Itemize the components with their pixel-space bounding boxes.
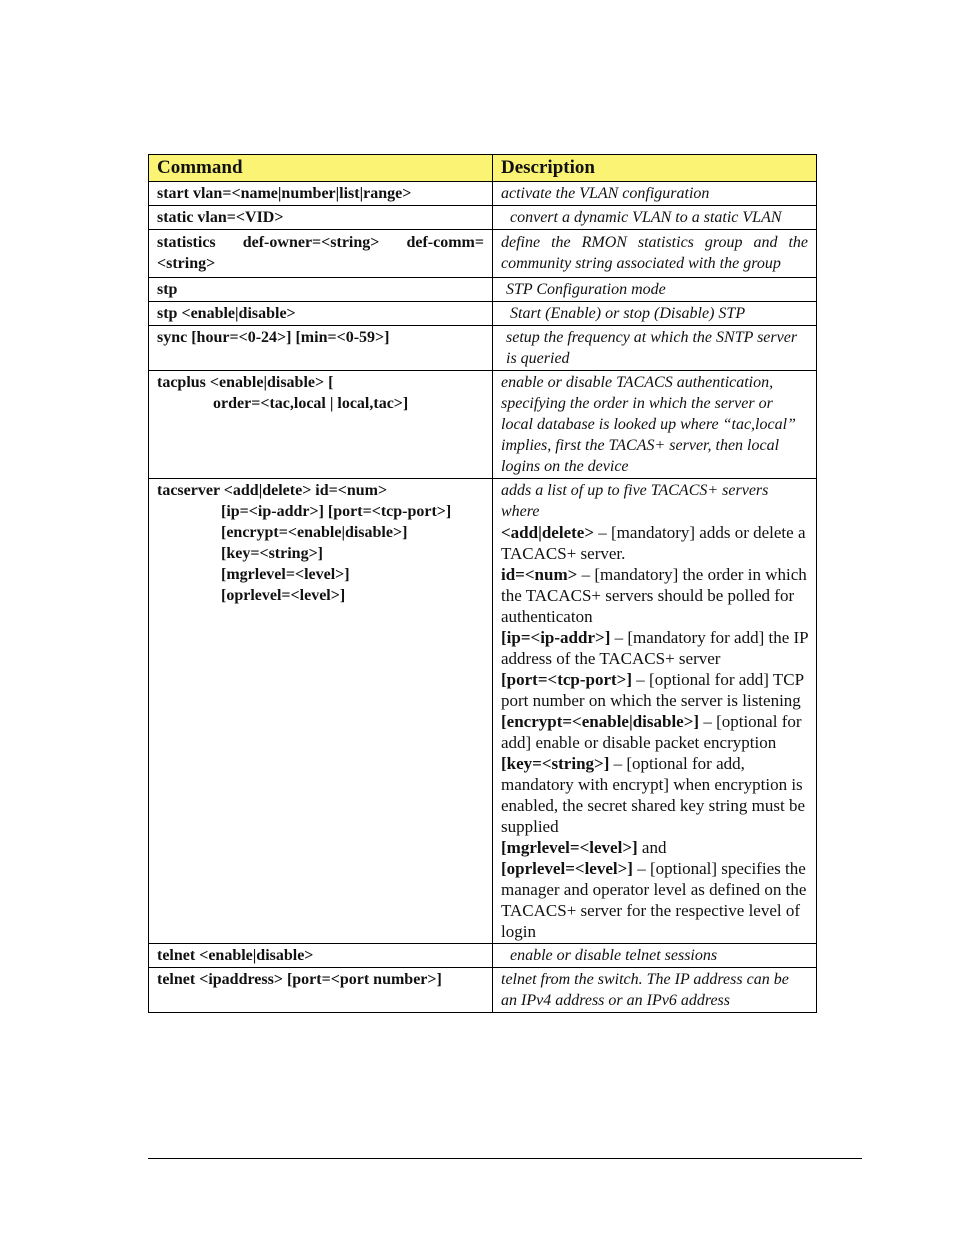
table-row [149, 206, 817, 230]
parameter-term: <add|delete> [501, 523, 595, 542]
description-cell: STP Configuration mode [493, 278, 817, 302]
command-line: [oprlevel=<level>] [221, 587, 346, 604]
command-line: [ip=<ip-addr>] [port=<tcp-port>] [221, 503, 452, 520]
parameter-term: id=<num> [501, 565, 578, 584]
parameter-text: – [optional for add, mandatory with encrypt] when encryption is enabled, the secret shared key string must be supplied [501, 754, 806, 836]
parameter-text: and [637, 838, 667, 857]
table-row [149, 479, 817, 944]
command-cell: statistics def-owner=<string> def-comm=<string> [149, 230, 493, 278]
command-cell: stp <enable|disable> [149, 302, 493, 326]
command-line: [key=<string>] [221, 545, 324, 562]
parameter-item [501, 837, 808, 858]
parameter-term: [key=<string>] [501, 754, 610, 773]
command-line: tacserver <add|delete> id=<num> [157, 482, 388, 499]
table-row [149, 944, 817, 968]
footer-divider [148, 1158, 862, 1159]
parameter-term: [oprlevel=<level>] [501, 859, 633, 878]
command-line: [mgrlevel=<level>] [221, 566, 350, 583]
parameter-term: [port=<tcp-port>] [501, 670, 633, 689]
command-line: tacplus <enable|disable> [ [157, 374, 334, 391]
parameter-text: – [mandatory] the order in which the TACACS+ servers should be polled for authenticaton [501, 565, 807, 626]
command-table [148, 154, 817, 1013]
parameter-item [501, 858, 808, 942]
parameter-text: – [mandatory for add] the IP address of the TACACS+ server [501, 628, 809, 668]
parameter-item [501, 753, 808, 837]
table-row [149, 968, 817, 1013]
parameter-item [501, 564, 808, 627]
description-cell: enable or disable telnet sessions [493, 944, 817, 968]
description-column-header: Description [493, 155, 817, 182]
parameter-item [501, 522, 808, 564]
parameter-item [501, 669, 808, 711]
command-column-header: Command [149, 155, 493, 182]
command-cell: start vlan=<name|number|list|range> [149, 182, 493, 206]
command-cell [149, 479, 493, 944]
table-row [149, 278, 817, 302]
parameter-term: [mgrlevel=<level>] [501, 838, 638, 857]
description-cell: Start (Enable) or stop (Disable) STP [493, 302, 817, 326]
parameter-text: – [mandatory] adds or delete a TACACS+ server. [501, 523, 806, 563]
parameter-text: – [optional for add] enable or disable packet encryption [501, 712, 802, 752]
parameter-item [501, 711, 808, 753]
table-header-row [149, 155, 817, 182]
command-cell: telnet <enable|disable> [149, 944, 493, 968]
description-cell: enable or disable TACACS authentication, specifying the order in which the server or local database is looked up where “tac,local” implies, first the TACAS+ server, then local logins on the device [493, 371, 817, 479]
table-row [149, 371, 817, 479]
description-cell: setup the frequency at which the SNTP server is queried [493, 326, 817, 371]
description-intro: adds a list of up to five TACACS+ servers where [501, 482, 769, 520]
description-cell: convert a dynamic VLAN to a static VLAN [493, 206, 817, 230]
command-cell: stp [149, 278, 493, 302]
parameter-text: – [optional] specifies the manager and operator level as defined on the TACACS+ server for the respective level of login [501, 859, 807, 941]
parameter-text: – [optional for add] TCP port number on which the server is listening [501, 670, 804, 710]
command-cell: sync [hour=<0-24>] [min=<0-59>] [149, 326, 493, 371]
parameter-item [501, 627, 808, 669]
command-line: [encrypt=<enable|disable>] [221, 524, 408, 541]
command-cell: static vlan=<VID> [149, 206, 493, 230]
parameter-term: [ip=<ip-addr>] [501, 628, 611, 647]
command-line: order=<tac,local | local,tac>] [213, 395, 409, 412]
command-cell [149, 371, 493, 479]
parameter-term: [encrypt=<enable|disable>] [501, 712, 700, 731]
table-row [149, 230, 817, 278]
table-row [149, 326, 817, 371]
description-cell: telnet from the switch. The IP address can be an IPv4 address or an IPv6 address [493, 968, 817, 1013]
description-cell: activate the VLAN configuration [493, 182, 817, 206]
table-row [149, 182, 817, 206]
command-cell: telnet <ipaddress> [port=<port number>] [149, 968, 493, 1013]
table-row [149, 302, 817, 326]
description-cell [493, 479, 817, 944]
description-cell: define the RMON statistics group and the community string associated with the group [493, 230, 817, 278]
